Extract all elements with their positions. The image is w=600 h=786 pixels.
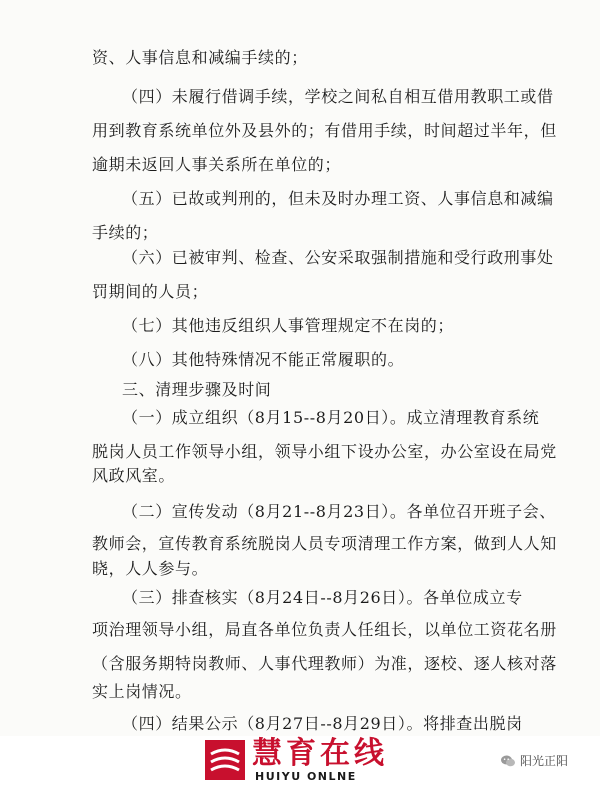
document-line: （四）结果公示（8月27日--8月29日）。将排查出脱岗	[122, 714, 523, 733]
document-line: 罚期间的人员；	[92, 282, 209, 301]
document-line: 资、人事信息和减编手续的；	[92, 48, 308, 67]
document-line: （一）成立组织（8月15--8月20日）。成立清理教育系统	[122, 408, 540, 427]
wechat-icon	[500, 753, 516, 769]
footer-banner	[0, 736, 600, 786]
document-line: 脱岗人员工作领导小组，领导小组下设办公室，办公室设在局党	[92, 442, 557, 461]
document-line: （四）未履行借调手续，学校之间私自相互借用教职工或借	[122, 87, 554, 106]
document-line: 逾期未返回人事关系所在单位的；	[92, 155, 342, 174]
document-line: （六）已被审判、检查、公安采取强制措施和受行政刑事处	[122, 248, 554, 267]
document-line: 风政风室。	[92, 466, 176, 485]
document-line: 手续的；	[92, 223, 159, 242]
logo-subtitle: HUIYU ONLNE	[255, 770, 357, 783]
logo-title: 慧育在线	[252, 736, 388, 771]
wechat-account-name: 阳光正阳	[520, 754, 569, 768]
document-line: 用到教育系统单位外及县外的；有借用手续，时间超过半年，但	[92, 121, 557, 140]
document-line: 三、清理步骤及时间	[122, 380, 272, 399]
document-line: 教师会，宣传教育系统脱岗人员专项清理工作方案，做到人人知	[92, 534, 557, 553]
document-line: 实上岗情况。	[92, 682, 192, 701]
document-line: （八）其他特殊情况不能正常履职的。	[122, 350, 405, 369]
document-line: （七）其他违反组织人事管理规定不在岗的；	[122, 316, 455, 335]
document-line: （二）宣传发动（8月21--8月23日）。各单位召开班子会、	[122, 502, 556, 521]
document-line: 项治理领导小组，局直各单位负责人任组长，以单位工资花名册	[92, 620, 557, 639]
document-line: （三）排查核实（8月24日--8月26日）。各单位成立专	[122, 588, 523, 607]
huiyu-logo-icon	[205, 740, 245, 780]
document-line: 晓，人人参与。	[92, 559, 209, 578]
wechat-account[interactable]	[500, 752, 568, 769]
document-line: （五）已故或判刑的，但未及时办理工资、人事信息和减编	[122, 189, 554, 208]
document-line: （含服务期特岗教师、人事代理教师）为准，逐校、逐人核对落	[92, 654, 557, 673]
